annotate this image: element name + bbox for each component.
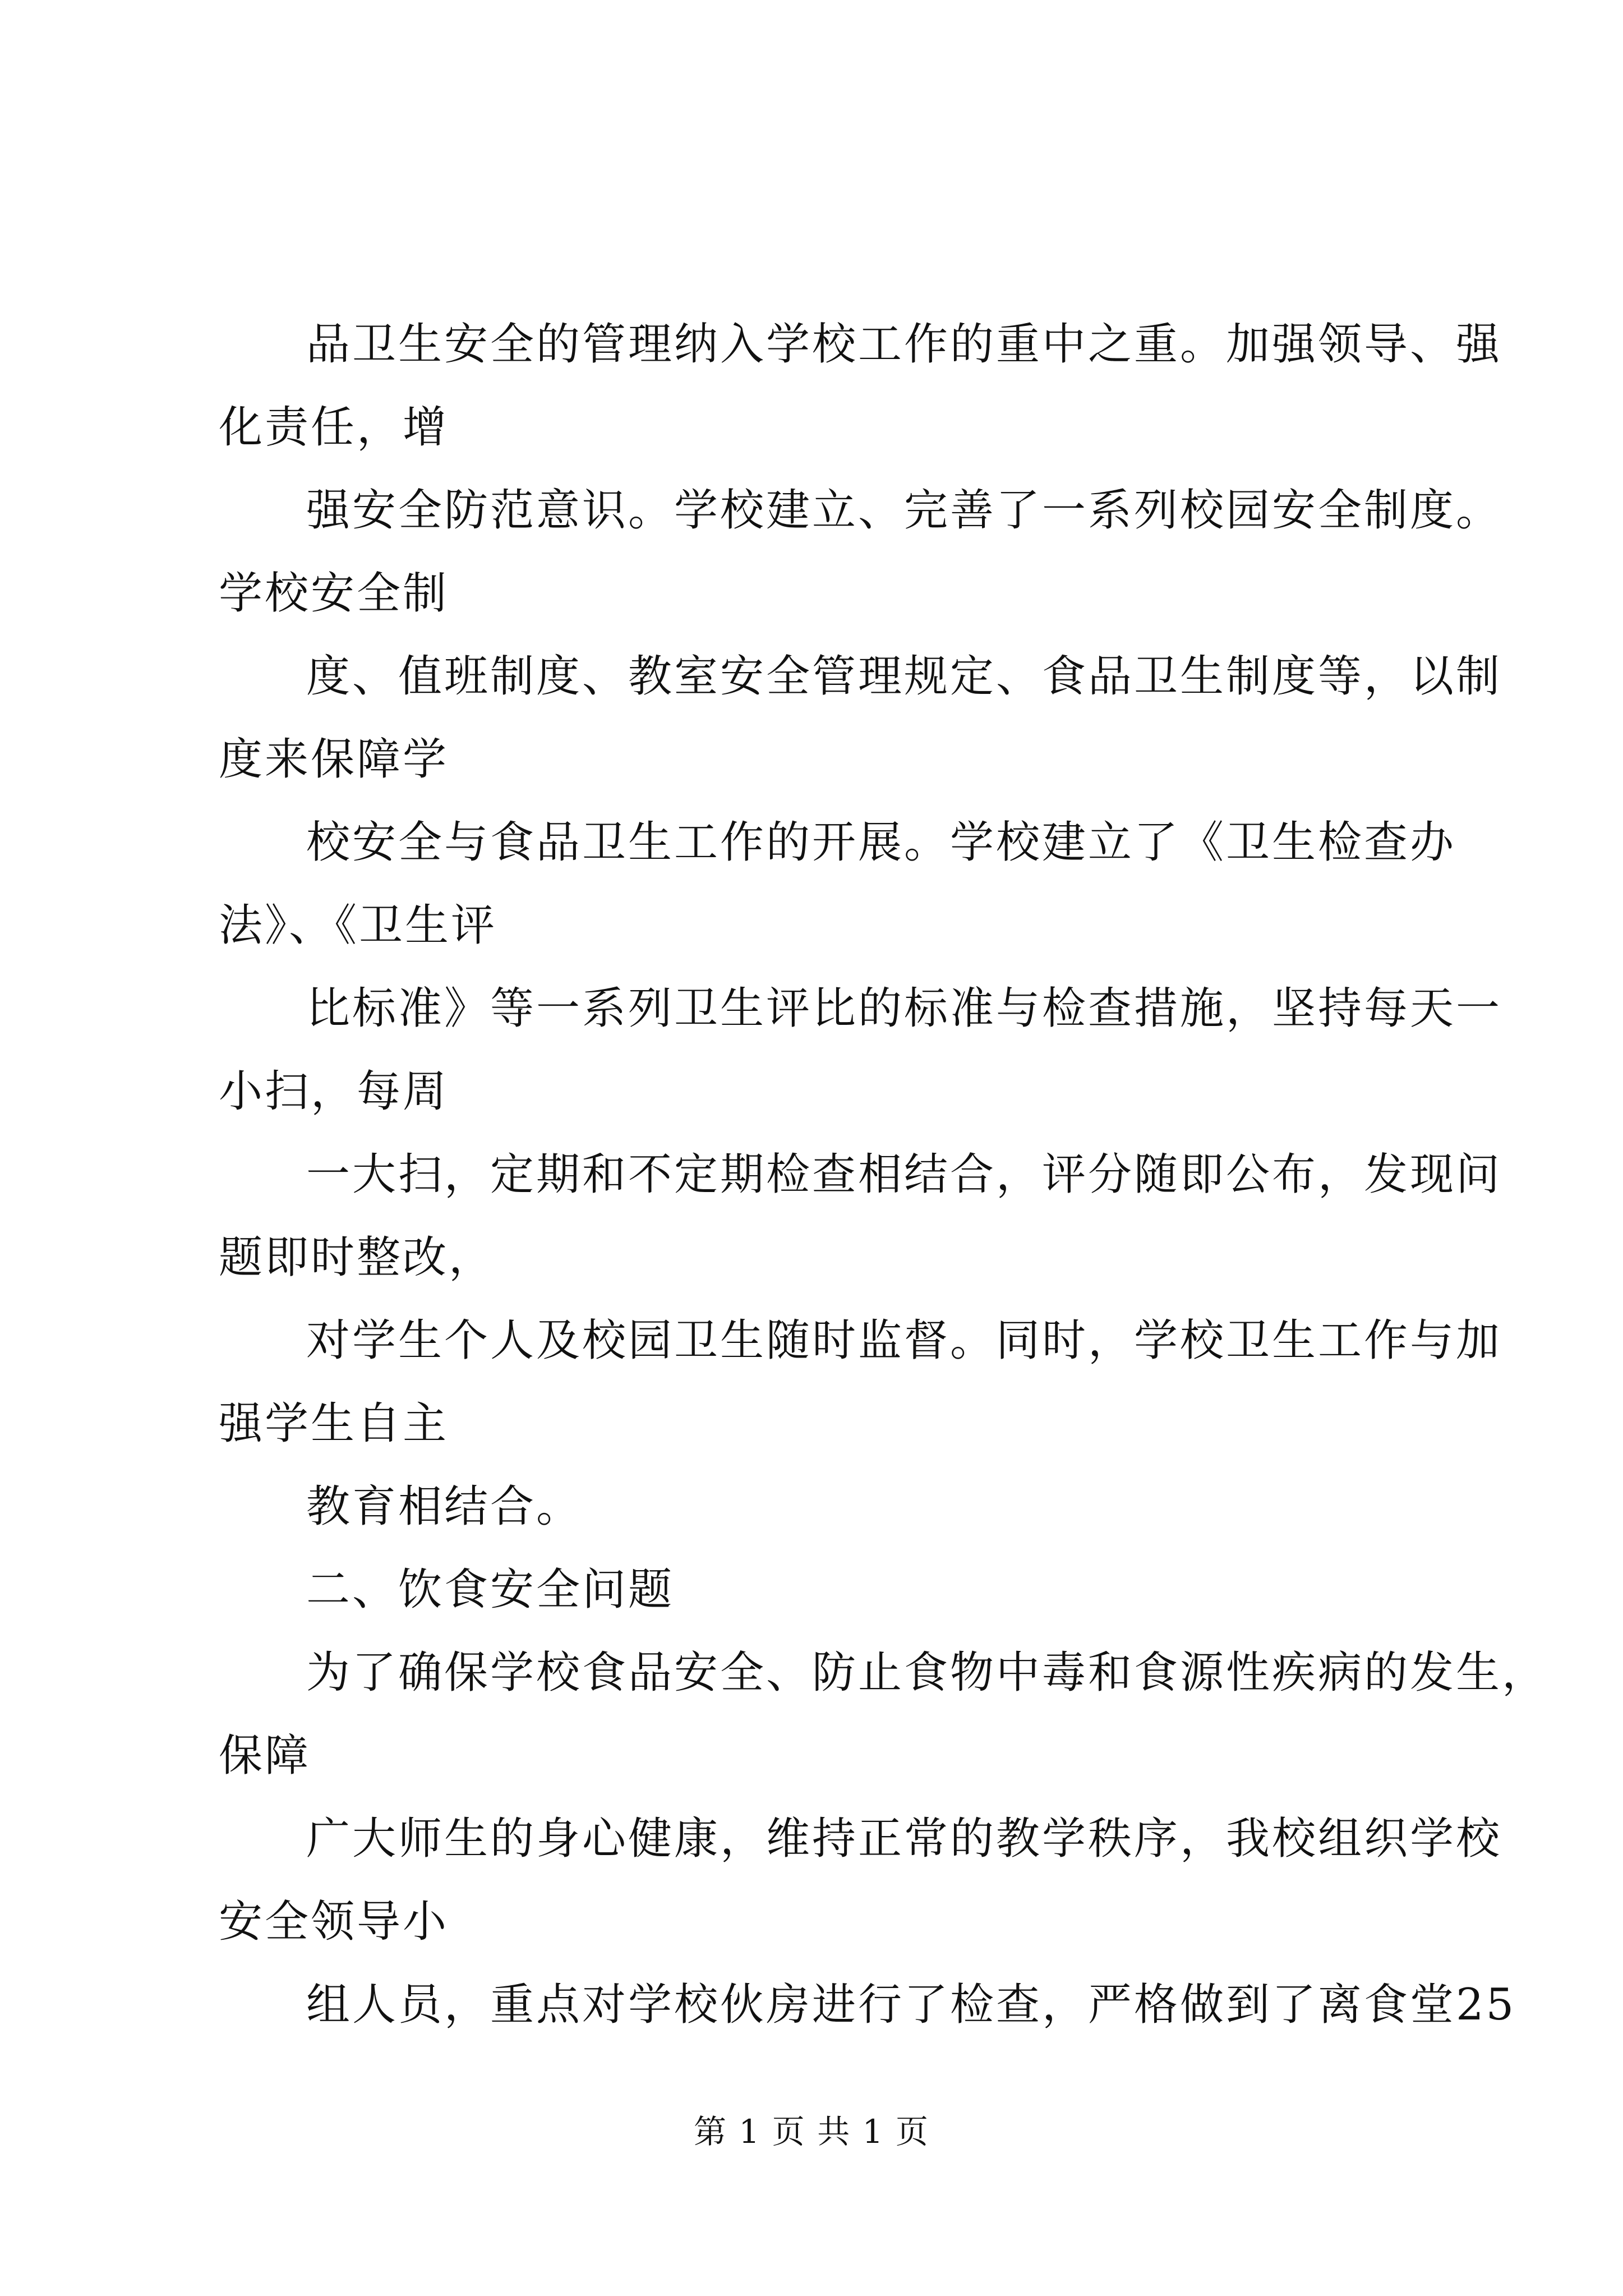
document-body [219,303,1548,2046]
paragraph: 强安全防范意识。学校建立、完善了一系列校园安全制度。 学校安全制 [219,485,1502,619]
paragraph: 广大师生的身心健康，维持正常的教学秩序，我校组织学校 安全领导小 [219,1814,1502,1947]
paragraph: 校安全与食品卫生工作的开展。学校建立了《卫生检查办 法》、《卫生评 [219,817,1456,951]
section-heading: 二、饮食安全问题 [306,1565,675,1615]
paragraph: 度、值班制度、教室安全管理规定、食品卫生制度等，以制 度来保障学 [219,651,1502,785]
paragraph: 教育相结合。 [306,1481,583,1532]
paragraph: 对学生个人及校园卫生随时监督。同时，学校卫生工作与加 强学生自主 [219,1315,1502,1449]
paragraph: 比标准》等一系列卫生评比的标准与检查措施，坚持每天一 小扫，每周 [219,983,1502,1117]
page-footer [0,2109,1623,2154]
paragraph: 组人员，重点对学校伙房进行了检查，严格做到了离食堂25 [306,1980,1516,2030]
paragraph: 品卫生安全的管理纳入学校工作的重中之重。加强领导、强 化责任，增 [219,319,1502,453]
paragraph: 一大扫，定期和不定期检查相结合，评分随即公布，发现问 题即时整改， [219,1149,1502,1283]
paragraph: 为了确保学校食品安全、防止食物中毒和食源性疾病的发生， 保障 [219,1648,1548,1781]
page-number-label: 第 1 页 共 1 页 [694,2113,929,2151]
